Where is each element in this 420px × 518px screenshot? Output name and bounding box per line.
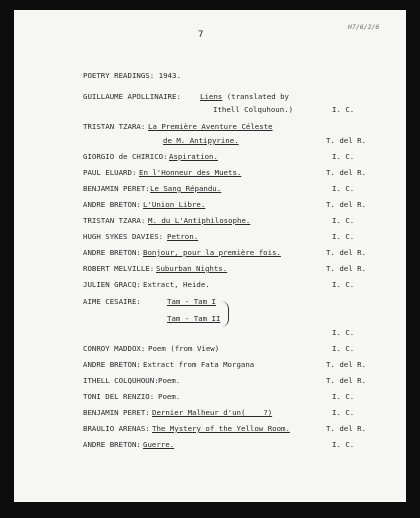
entry-credit: I. C. <box>332 216 355 225</box>
entry-credit: I. C. <box>332 392 355 401</box>
entry-detail: Extract from Fata Morgana <box>143 360 255 369</box>
entry-author: HUGH SYKES DAVIES: <box>83 232 164 241</box>
entry-title: L'Union Libre. <box>143 200 206 209</box>
entry-title-cont: de M. Antipyrine. <box>163 136 239 145</box>
entry-author: ITHELL COLQUHOUN: <box>83 376 159 385</box>
entry-credit: T. del R. <box>326 424 367 433</box>
document-heading: POETRY READINGS: 1943. <box>83 71 181 80</box>
entry-credit: I. C. <box>332 328 355 337</box>
entry-author: GIORGIO de CHIRICO: <box>83 152 168 161</box>
entry-credit: I. C. <box>332 152 355 161</box>
entry-title-cont: Tam - Tam II <box>167 314 221 323</box>
entry-title: Petron. <box>167 232 199 241</box>
entry-author: ROBERT MELVILLE: <box>83 264 155 273</box>
entry-author: GUILLAUME APOLLINAIRE: <box>83 92 181 101</box>
entry-credit: T. del R. <box>326 248 367 257</box>
entry-credit: T. del R. <box>326 168 367 177</box>
entry-title-cont: Ithell Colquhoun.) <box>213 105 294 114</box>
entry-title: The Mystery of the Yellow Room. <box>152 424 290 433</box>
document-page <box>14 10 406 502</box>
entry-author: TRISTAN TZARA: <box>83 122 146 131</box>
entry-credit: I. C. <box>332 408 355 417</box>
entry-author: CONROY MADDOX: <box>83 344 146 353</box>
entry-author: BENJAMIN PERET: <box>83 184 150 193</box>
entry-title: Liens <box>200 92 223 101</box>
entry-author: AIME CESAIRE: <box>83 297 141 306</box>
entry-title: Suburban Nights. <box>156 264 228 273</box>
entry-title: La Première Aventure Céleste <box>148 122 273 131</box>
entry-credit: I. C. <box>332 105 355 114</box>
entry-credit: I. C. <box>332 440 355 449</box>
entry-author: PAUL ELUARD: <box>83 168 137 177</box>
entry-detail: Poem. <box>158 376 181 385</box>
page-number: 7 <box>198 30 204 40</box>
entry-credit: T. del R. <box>326 264 367 273</box>
entry-author: TONI DEL RENZIO: <box>83 392 155 401</box>
entry-credit: I. C. <box>332 344 355 353</box>
entry-author: JULIEN GRACQ: <box>83 280 141 289</box>
grouping-brace <box>220 301 229 327</box>
entry-title: M. du L'Antiphilosophe. <box>148 216 251 225</box>
entry-detail: (translated by <box>222 92 289 101</box>
entry-detail: Poem. <box>158 392 181 401</box>
entry-author: BENJAMIN PERET: <box>83 408 150 417</box>
entry-author: ANDRE BRETON: <box>83 440 141 449</box>
entry-author: BRAULIO ARENAS: <box>83 424 150 433</box>
entry-author: ANDRE BRETON: <box>83 248 141 257</box>
entry-credit: T. del R. <box>326 136 367 145</box>
entry-author: TRISTAN TZARA: <box>83 216 146 225</box>
entry-detail: Poem (from View) <box>148 344 220 353</box>
entry-author: ANDRE BRETON: <box>83 360 141 369</box>
entry-title: Tam - Tam I <box>167 297 216 306</box>
entry-title: Bonjour, pour la première fois. <box>143 248 281 257</box>
entry-title: Le Sang Répandu. <box>150 184 222 193</box>
entry-title: En l'Honneur des Muets. <box>139 168 242 177</box>
entry-title: Guerre. <box>143 440 175 449</box>
entry-credit: I. C. <box>332 232 355 241</box>
entry-credit: I. C. <box>332 184 355 193</box>
entry-author: ANDRE BRETON: <box>83 200 141 209</box>
entry-credit: T. del R. <box>326 200 367 209</box>
entry-detail: Extract, Heide. <box>143 280 210 289</box>
entry-title-line <box>200 92 289 101</box>
entry-title: Aspiration. <box>169 152 218 161</box>
entry-title: Dernier Malheur d'un(____?) <box>152 408 273 417</box>
entry-credit: I. C. <box>332 280 355 289</box>
entry-credit: T. del R. <box>326 360 367 369</box>
archive-reference: H7/6/2/6 <box>348 23 380 31</box>
entry-credit: T. del R. <box>326 376 367 385</box>
